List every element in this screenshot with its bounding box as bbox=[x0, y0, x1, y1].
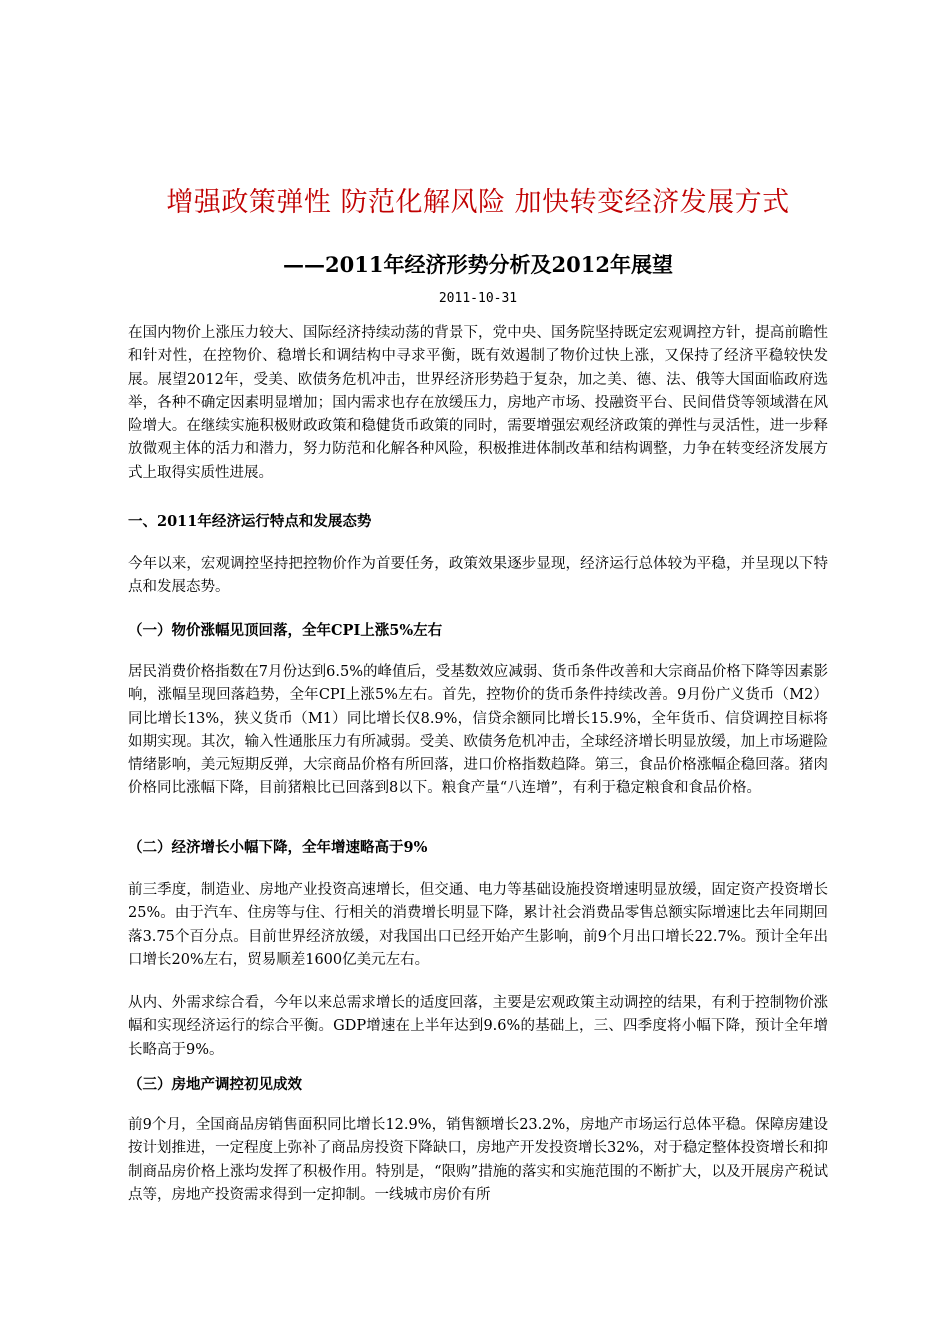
document-subtitle: ——2011年经济形势分析及2012年展望 bbox=[283, 252, 673, 277]
sub3-heading: （三）房地产调控初见成效 bbox=[128, 1076, 302, 1093]
intro-paragraph: 在国内物价上涨压力较大、国际经济持续动荡的背景下，党中央、国务院坚持既定宏观调控方针，提高前瞻性和针对性，在控物价、稳增长和调结构中寻求平衡，既有效遏制了物价过快上涨，又保持了经济平稳较快发展。展望2012年，受美、欧债务危机冲击，世界经济形势趋于复杂，加之美、德、法、俄等大国面临政府选举，各种不确定因素明显增加；国内需求也存在放缓压力，房地产市场、投融资平台、民间借贷等领域潜在风险增大。在继续实施积极财政政策和稳健货币政策的同时，需要增强宏观经济政策的弹性与灵活性，进一步释放微观主体的活力和潜力，努力防范和化解各种风险，积极推进体制改革和结构调整，力争在转变经济发展方式上取得实质性进展。 bbox=[128, 325, 828, 481]
document-date: 2011-10-31 bbox=[438, 291, 518, 306]
sub1-paragraph: 居民消费价格指数在7月份达到6.5%的峰值后，受基数效应减弱、货币条件改善和大宗商品价格下降等因素影响，涨幅呈现回落趋势，全年CPI上涨5%左右。首先，控物价的货币条件持续改善。9月份广义货币（M2）同比增长13%，狭义货币（M1）同比增长仅8.9%，信贷余额同比增长15.9%，全年货币、信贷调控目标将如期实现。其次，输入性通胀压力有所减弱。受美、欧债务危机冲击，全球经济增长明显放缓，加上市场避险情绪影响，美元短期反弹，大宗商品价格有所回落，进口价格指数趋降。第三，食品价格涨幅企稳回落。猪肉价格同比涨幅下降，目前猪粮比已回落到8以下。粮食产量“八连增”，有利于稳定粮食和食品价格。 bbox=[128, 664, 828, 797]
sub2-paragraph-1: 前三季度，制造业、房地产业投资高速增长，但交通、电力等基础设施投资增速明显放缓，固定资产投资增长25%。由于汽车、住房等与住、行相关的消费增长明显下降，累计社会消费品零售总额实际增速比去年同期回落3.75个百分点。目前世界经济放缓，对我国出口已经开始产生影响，前9个月出口增长22.7%。预计全年出口增长20%左右，贸易顺差1600亿美元左右。 bbox=[128, 882, 828, 968]
section1-intro-paragraph: 今年以来，宏观调控坚持把控物价作为首要任务，政策效果逐步显现，经济运行总体较为平稳，并呈现以下特点和发展态势。 bbox=[128, 556, 828, 596]
sub2-paragraph-2: 从内、外需求综合看，今年以来总需求增长的适度回落，主要是宏观政策主动调控的结果，有利于控制物价涨幅和实现经济运行的综合平衡。GDP增速在上半年达到9.6%的基础上，三、四季度将小幅下降，预计全年增长略高于9%。 bbox=[128, 995, 828, 1058]
sub2-heading: （二）经济增长小幅下降，全年增速略高于9% bbox=[128, 839, 428, 856]
sub1-heading: （一）物价涨幅见顶回落，全年CPI上涨5%左右 bbox=[128, 622, 443, 639]
sub3-paragraph: 前9个月，全国商品房销售面积同比增长12.9%，销售额增长23.2%，房地产市场运行总体平稳。保障房建设按计划推进，一定程度上弥补了商品房投资下降缺口，房地产开发投资增长32%，对于稳定整体投资增长和抑制商品房价格上涨均发挥了积极作用。特别是，“限购”措施的落实和实施范围的不断扩大，以及开展房产税试点等，房地产投资需求得到一定抑制。一线城市房价有所 bbox=[128, 1117, 828, 1203]
section1-heading: 一、2011年经济运行特点和发展态势 bbox=[128, 513, 372, 530]
document-title: 增强政策弹性 防范化解风险 加快转变经济发展方式 bbox=[166, 187, 790, 218]
